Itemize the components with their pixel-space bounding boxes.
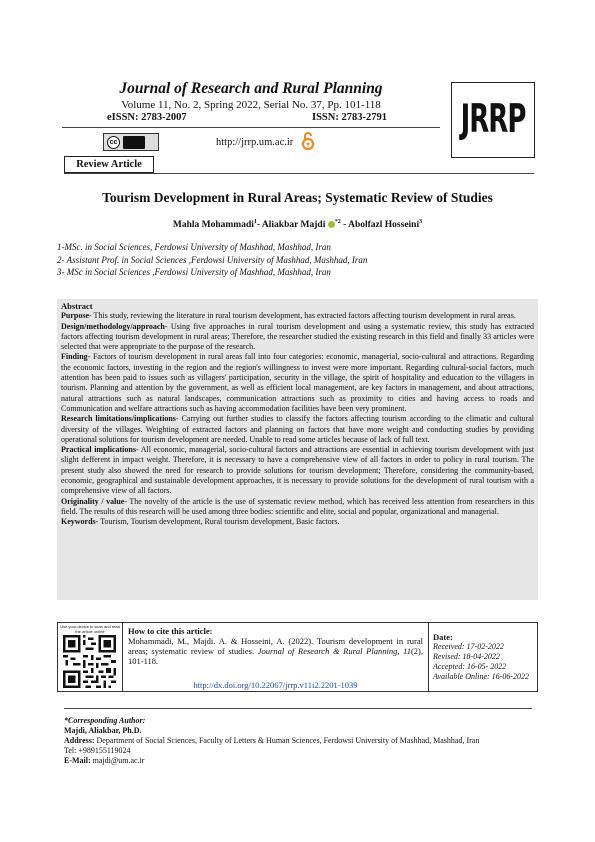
affiliation-2: 2- Assistant Prof. in Social Sciences ,Ferdowsi University of Mashhad, Mashhad, Iran [57,255,368,265]
finding-text: - Factors of tourism development in rural areas fall into four categories: economic, managerial, socio-cultural and attractions. Regarding the economic factors, investing in the region and the region's willingness to invest were more important. Regarding cultural-social factors, much attention has been paid to issues such as villagers' participation, security in the village, the spirit of hospitality and education to the villagers in tourism. Planning and attention by the government, as well as efficient local management, are key factors in management, and about attractions, natural attractions such as natural landscapes, communication attractions such as proximity to cities and having access to roads and Communication and welfare attractions such as having accommodation facilities have been very prominent. [61,352,534,413]
journal-title: Journal of Research and Rural Planning [119,80,383,97]
address-text: Department of Social Sciences, Faculty of Letters & Human Sciences, Ferdowsi University of Mashhad, Mashhad, Iran [94,736,480,745]
date-revised: Revised: 18-04-2022 [433,652,500,661]
author-3-affil: 3 [419,219,423,225]
issn-row [62,112,440,125]
date-available: Available Online: 16-06-2022 [433,672,529,681]
date-heading: Date: [433,632,453,642]
date-received: Received: 17-02-2022 [433,642,504,651]
footer-divider [64,708,532,709]
corresponding-author [64,716,534,766]
originality-text: - The novelty of the article is the use of systematic review method, which has received less attention from researchers in this field. The results of this research will be used among three bodies: scientific and elite, social and popular, organizational and managerial. [61,496,534,516]
corresponding-name [64,726,534,736]
purpose-text: - This study, reviewing the literature in rural tourism development, has extracted factors affecting tourism development in rural areas. [89,311,516,321]
paper-title: Tourism Development in Rural Areas; Systematic Review of Studies [102,190,493,205]
citation-reference: Mohammadi, M., Majdi. A. & Hosseini, A. (2022). Tourism development in rural areas; systematic review of studies. [128,636,423,656]
volume-line: Volume 11, No. 2, Spring 2022, Serial No. 37, Pp. 101-118 [121,99,381,111]
keywords-label: Keywords [61,517,96,527]
qr-cell [58,623,123,691]
citation-pages: (2), 101-118. [128,646,423,666]
abstract-originality [61,497,534,518]
journal-url-link[interactable]: http://jrrp.um.ac.ir [216,137,294,148]
author-list [0,219,595,230]
qr-caption: Use your device to scan and read the article online [60,624,120,634]
corresponding-name-text: Majdi, Aliakbar, Ph.D. [64,726,142,735]
address-label: Address: [64,736,95,745]
issn: ISSN: 2783-2791 [312,112,387,123]
citation-text [128,626,423,666]
orcid-icon[interactable] [328,221,335,228]
abstract-purpose [61,311,534,321]
citation-box [57,622,538,692]
section-divider [64,173,534,174]
purpose-label: Purpose [61,311,89,321]
journal-header [62,80,440,125]
practical-text: - All economic, managerial, socio-cultural factors and attractions are essential in achieving tourism development with just slight defferent in impact weight. Therefore, it is necessary to have a comprehensive view of all factors in order to policy in rural tourism. The present study also showed the need for research to provide solutions for tourism development; Therefore, considering the community-based, economic, geographical and sustainable development approaches, it is necessary to provide solutions for the development of rural tourism with a comprehensive view of all factors. [61,445,534,496]
corresponding-tel: Tel: +989155119024 [64,746,131,755]
qr-code-icon[interactable] [63,635,116,688]
limitations-label: Research limitations/implications [61,414,176,424]
abstract-practical [61,445,534,496]
cc-license-badge[interactable] [103,133,159,151]
design-label: Design/methodology/approach [61,321,165,331]
author-1: Mahla Mohammadi [172,220,254,231]
logo-text: JRRP [460,97,526,143]
finding-label: Finding [61,352,88,362]
header-divider [62,127,440,128]
eissn: eISSN: 2783-2007 [107,112,187,123]
affiliation-1: 1-MSc. in Social Sciences, Ferdowsi University of Mashhad, Mashhad, Iran [57,242,331,252]
design-text: - Using five approaches in rural tourism development and using a systematic review, this study has extracted factors affecting tourism development in rural areas; Therefore, the researcher studied the existing research in this field and finally 33 articles were selected that were appropriate to the purpose of the research. [61,321,534,352]
author-2-affil: *2 [334,219,341,225]
author-2: - Aliakbar Majdi [256,220,326,231]
abstract-heading: Abstract [61,301,93,311]
abstract-finding [61,352,534,414]
date-cell [428,623,538,691]
open-access-icon [301,131,315,151]
practical-label: Practical implications [61,445,136,455]
article-type-badge: Review Article [64,156,154,173]
abstract-keywords [61,517,534,527]
author-1-affil: 1 [253,219,257,225]
doi-link[interactable]: http://dx.doi.org/10.22067/jrrp.v11i2.2201-1039 [193,680,358,690]
abstract-box [57,299,538,600]
abstract-limitations [61,414,534,445]
keywords-text: - Tourism, Tourism development, Rural tourism development, Basic factors. [95,517,340,527]
email-link[interactable]: majdi@um.ac.ir [90,756,145,765]
limitations-text: - Carrying out further studies to classify the factors affecting tourism according to the climatic and cultural diversity of the villages. Weighting of extracted factors and planning on factors that have more weight and conducting studies by providing operational solutions for tourism development are needed. Unable to read some articles because of lack of full text. [61,414,534,444]
originality-label: Originality / value [61,496,125,506]
corresponding-address [64,736,534,746]
abstract-design [61,322,534,353]
corresponding-heading: *Corresponding Author: [64,716,146,725]
citation-heading: How to cite this article: [128,626,213,636]
citation-journal: Journal of Research & Rural Planning, 11 [257,646,411,656]
corresponding-email [64,756,534,766]
date-accepted: Accepted: 16-05- 2022 [433,662,507,671]
email-label: E-Mail: [64,756,91,765]
journal-logo [451,82,535,158]
by-icon [123,136,145,149]
author-3: - Abolfazl Hosseini [340,220,420,231]
affiliation-3: 3- MSc in Social Sciences ,Ferdowsi University of Mashhad, Mashhad, Iran [57,267,331,277]
cc-icon: cc [107,136,120,149]
